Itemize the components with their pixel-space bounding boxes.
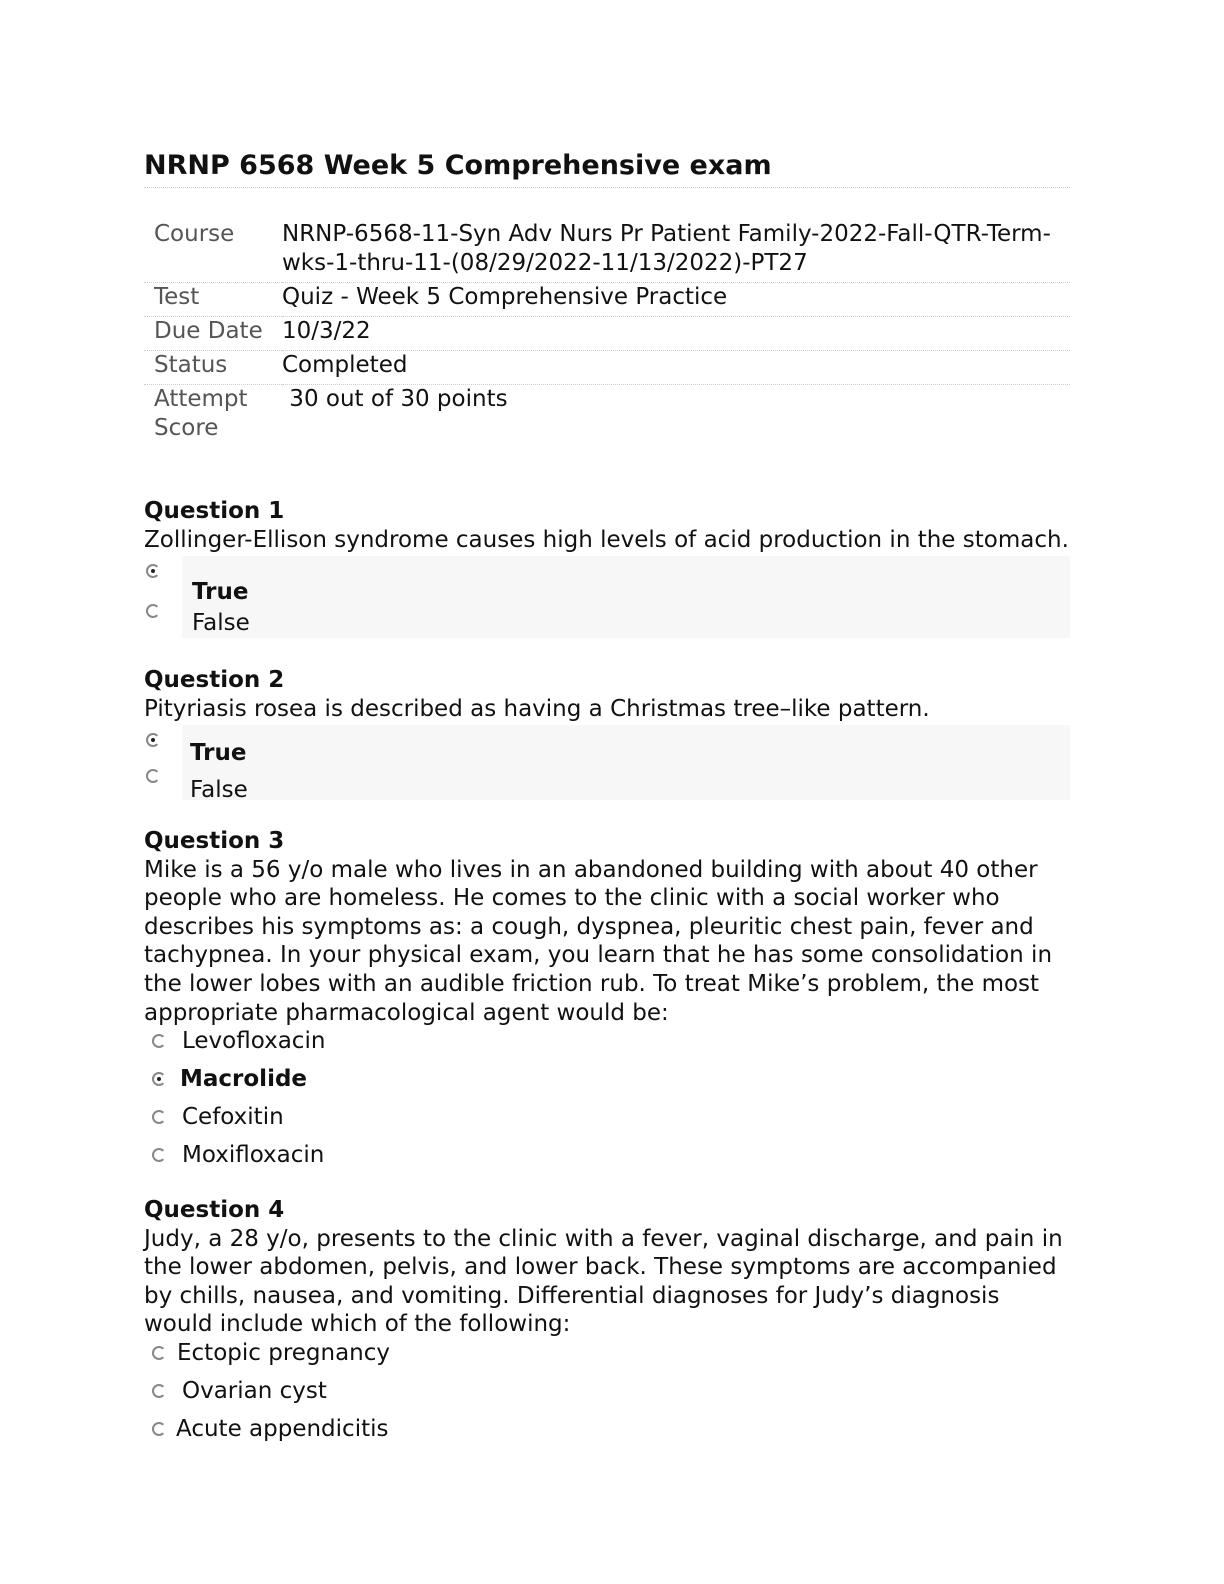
question-text: Pityriasis rosea is described as having a Christmas tree–like pattern.: [144, 695, 930, 722]
option-true[interactable]: True: [192, 579, 249, 606]
option-row[interactable]: [144, 1377, 1070, 1415]
info-row-course: [144, 220, 1070, 283]
info-value: Quiz - Week 5 Comprehensive Practice: [282, 283, 1070, 317]
answer-options: [144, 1339, 1070, 1453]
question-title: Question 4: [144, 1197, 285, 1223]
radio-button[interactable]: [152, 1148, 166, 1162]
answer-options: [144, 1027, 1070, 1179]
exam-info-table: [144, 220, 1070, 447]
question-title: Question 2: [144, 667, 285, 693]
option-label[interactable]: Cefoxitin: [182, 1104, 284, 1131]
option-row[interactable]: [144, 1103, 1070, 1141]
checkbox[interactable]: [152, 1346, 166, 1360]
info-label: Attempt Score: [154, 386, 248, 441]
answer-options: [144, 556, 1070, 638]
radio-true[interactable]: [146, 733, 160, 747]
checkbox[interactable]: [152, 1384, 166, 1398]
option-label[interactable]: Macrolide: [180, 1066, 308, 1093]
page-title: NRNP 6568 Week 5 Comprehensive exam: [144, 150, 1070, 188]
checkbox[interactable]: [152, 1422, 166, 1436]
option-label[interactable]: Ovarian cyst: [182, 1377, 327, 1404]
info-label: Course: [144, 220, 282, 283]
question-1: [144, 497, 1070, 638]
info-row-test: [144, 283, 1070, 317]
radio-button[interactable]: [152, 1072, 166, 1086]
radio-false[interactable]: [146, 604, 160, 618]
info-value: Completed: [282, 351, 1070, 385]
option-row[interactable]: [144, 1141, 1070, 1179]
exam-page: [144, 150, 1070, 447]
radio-true[interactable]: [146, 564, 160, 578]
option-label[interactable]: Ectopic pregnancy: [177, 1339, 391, 1366]
option-row[interactable]: [144, 1415, 1070, 1453]
option-false[interactable]: False: [192, 610, 250, 637]
answer-options: [144, 725, 1070, 804]
question-text: Mike is a 56 y/o male who lives in an abandoned building with about 40 other people who are homeless. He comes to the clinic with a social worker who describes his symptoms as: a cough, dyspnea, pleuritic chest pain, fever and tachypnea. In your physical exam, you learn that he has some consolidation in the lower lobes with an audible friction rub. To treat Mike’s problem, the most appropriate pharmacological agent would be:: [144, 856, 1053, 1026]
info-row-attempt-score: [144, 385, 1070, 448]
question-text: Judy, a 28 y/o, presents to the clinic with a fever, vaginal discharge, and pain in the lower abdomen, pelvis, and lower back. These symptoms are accompanied by chills, nausea, and vomiting. Differential diagnoses for Judy’s diagnosis would include which of the following:: [144, 1225, 1063, 1338]
option-true[interactable]: True: [190, 740, 247, 767]
question-4: [144, 1196, 1070, 1453]
option-row[interactable]: [144, 1065, 1070, 1103]
info-label: Due Date: [144, 317, 282, 351]
radio-false[interactable]: [146, 769, 160, 783]
answer-band: [182, 556, 1070, 638]
info-row-due-date: [144, 317, 1070, 351]
radio-button[interactable]: [152, 1034, 166, 1048]
question-2: [144, 666, 1070, 804]
answer-band: [182, 725, 1070, 800]
option-label[interactable]: Acute appendicitis: [176, 1415, 389, 1442]
info-value: NRNP-6568-11-Syn Adv Nurs Pr Patient Family-2022-Fall-QTR-Term-wks-1-thru-11-(08/29/2022-11/13/2022)-PT27: [282, 220, 1070, 283]
radio-button[interactable]: [152, 1110, 166, 1124]
option-false[interactable]: False: [190, 777, 248, 804]
option-row[interactable]: [144, 1027, 1070, 1065]
info-label: Test: [144, 283, 282, 317]
info-value: 10/3/22: [282, 317, 1070, 351]
info-row-status: [144, 351, 1070, 385]
question-title: Question 1: [144, 498, 285, 524]
info-label: Status: [144, 351, 282, 385]
option-label[interactable]: Moxifloxacin: [182, 1142, 325, 1169]
question-title: Question 3: [144, 828, 285, 854]
option-row[interactable]: [144, 1339, 1070, 1377]
question-3: [144, 827, 1070, 1179]
info-value: 30 out of 30 points: [282, 386, 508, 412]
option-label[interactable]: Levofloxacin: [182, 1028, 326, 1055]
question-text: Zollinger-Ellison syndrome causes high levels of acid production in the stomach.: [144, 526, 1069, 553]
